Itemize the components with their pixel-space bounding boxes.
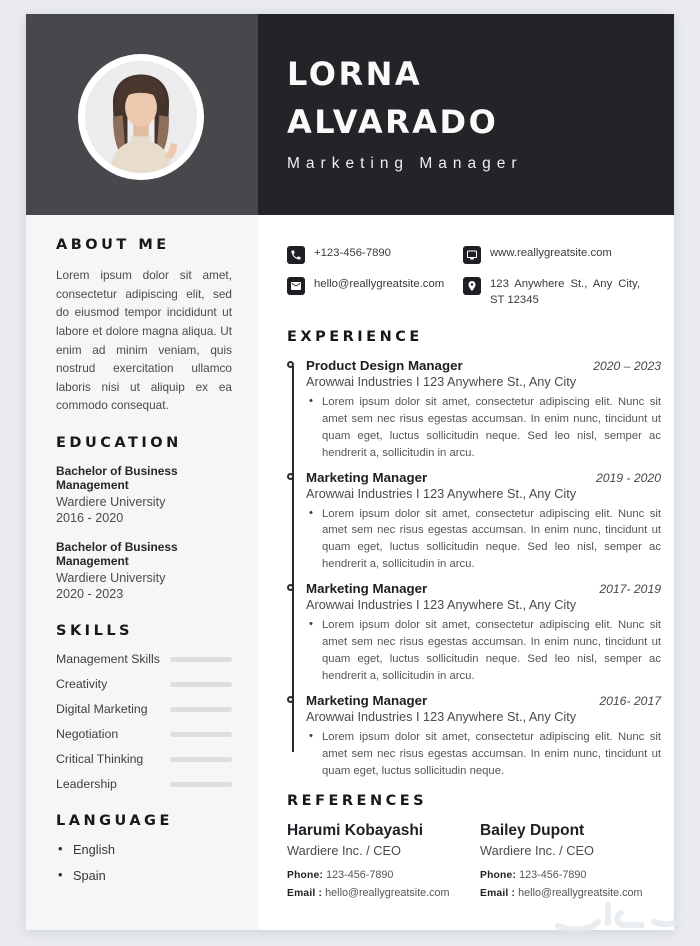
skill-row bbox=[56, 777, 232, 791]
skill-bar bbox=[170, 657, 232, 662]
experience-bullet: • Lorem ipsum dolor sit amet, consectetur adipiscing elit. Nunc sit amet sem nec risus egestas accumsan. In enim nunc, tincidunt ut quam eget, luctus sollicitudin neque. Sed leo nisl, semper ac hendrerit a, sollicitudin in arcu. bbox=[306, 506, 661, 574]
contact-email bbox=[287, 276, 463, 309]
person-name bbox=[287, 50, 654, 146]
profile-photo-illustration bbox=[83, 59, 199, 175]
skill-row bbox=[56, 677, 232, 691]
skill-row bbox=[56, 702, 232, 716]
contact-address bbox=[463, 276, 661, 309]
experience-dates: 2017- 2019 bbox=[599, 582, 661, 597]
skill-label: Critical Thinking bbox=[56, 752, 144, 766]
education-item bbox=[56, 540, 232, 601]
experience-bullet: • Lorem ipsum dolor sit amet, consectetur adipiscing elit. Nunc sit amet sem nec risus egestas accumsan. In enim nunc, tincidunt ut quam eget, luctus sollicitudin neque. bbox=[306, 729, 661, 780]
timeline-dot-icon bbox=[287, 361, 294, 368]
experience-entry bbox=[306, 693, 661, 780]
references-grid bbox=[287, 822, 661, 905]
experience-title: Marketing Manager bbox=[306, 581, 428, 597]
about-heading: ABOUT ME bbox=[56, 237, 170, 253]
education-school: Wardiere University bbox=[56, 571, 166, 585]
contact-website-text: www.reallygreatsite.com bbox=[490, 247, 612, 259]
experience-bullets bbox=[306, 394, 661, 462]
experience-timeline bbox=[287, 358, 661, 780]
header bbox=[26, 14, 674, 215]
education-degree: Bachelor of Business Management bbox=[56, 540, 178, 568]
reference-phone-label: Phone: bbox=[287, 869, 324, 881]
skill-row bbox=[56, 752, 232, 766]
skill-label: Leadership bbox=[56, 777, 117, 791]
contact-address-text: 123 Anywhere St., Any City, ST 12345 bbox=[490, 278, 640, 307]
reference-phone-value: 123-456-7890 bbox=[519, 868, 587, 881]
profile-photo bbox=[78, 54, 204, 180]
site-logo-watermark-icon bbox=[538, 895, 698, 946]
left-column bbox=[26, 215, 258, 930]
skill-bar bbox=[170, 682, 232, 687]
experience-bullet: • Lorem ipsum dolor sit amet, consectetur adipiscing elit. Nunc sit amet sem nec risus egestas accumsan. In enim nunc, tincidunt ut quam eget, luctus sollicitudin neque. Sed leo nisl, semper ac hendrerit a, sollicitudin in arcu. bbox=[306, 617, 661, 685]
reference-phone bbox=[287, 869, 468, 881]
contact-website bbox=[463, 245, 661, 264]
experience-dates: 2020 – 2023 bbox=[593, 358, 661, 373]
education-school: Wardiere University bbox=[56, 495, 166, 509]
envelope-icon bbox=[287, 277, 305, 295]
experience-dates: 2016- 2017 bbox=[599, 694, 661, 708]
timeline-dot-icon bbox=[287, 473, 294, 480]
about-section bbox=[56, 237, 232, 415]
reference-phone-value: 123-456-7890 bbox=[326, 868, 394, 881]
contact-phone-text: +123-456-7890 bbox=[314, 247, 391, 259]
resume-page bbox=[26, 14, 674, 930]
education-heading: EDUCATION bbox=[56, 435, 182, 451]
experience-title: Marketing Manager bbox=[306, 469, 428, 485]
reference-email bbox=[287, 887, 468, 899]
skill-bar bbox=[170, 782, 232, 787]
experience-section bbox=[287, 329, 661, 780]
skill-bar bbox=[170, 732, 232, 737]
reference-name: Harumi Kobayashi bbox=[287, 821, 424, 839]
job-title: Marketing Manager bbox=[287, 155, 523, 172]
about-text: Lorem ipsum dolor sit amet, consectetur adipiscing elit, sed do eiusmod tempor incididunt ut labore et dolore magna aliqua. Ut enim ad minim veniam, quis nostrud exercitation ullamco laboris nisi ut aliquip ex ea commodo consequat. bbox=[56, 268, 232, 413]
skill-label: Creativity bbox=[56, 677, 108, 691]
experience-company: Arowwai Industries I 123 Anywhere St., Any City bbox=[306, 598, 577, 613]
education-years: 2016 - 2020 bbox=[56, 511, 124, 525]
skills-section bbox=[56, 623, 232, 791]
timeline-dot-icon bbox=[287, 584, 294, 591]
reference-card bbox=[480, 822, 661, 905]
person-first-name: LORNA bbox=[287, 55, 423, 93]
language-heading: LANGUAGE bbox=[56, 813, 173, 829]
experience-title: Marketing Manager bbox=[306, 693, 428, 708]
contact-phone bbox=[287, 245, 463, 264]
experience-entry bbox=[306, 358, 661, 462]
contact-info bbox=[287, 245, 661, 309]
experience-company: Arowwai Industries I 123 Anywhere St., Any City bbox=[306, 374, 577, 389]
reference-card bbox=[287, 822, 468, 905]
experience-bullet: • Lorem ipsum dolor sit amet, consectetur adipiscing elit. Nunc sit amet sem nec risus egestas accumsan. In enim nunc, tincidunt ut quam eget, luctus sollicitudin neque. Sed leo nisl, semper ac hendrerit a, sollicitudin in arcu. bbox=[306, 394, 661, 462]
skill-bar bbox=[170, 707, 232, 712]
header-name-panel bbox=[258, 14, 674, 215]
location-pin-icon bbox=[463, 277, 481, 295]
person-last-name: ALVARADO bbox=[287, 103, 499, 141]
timeline-dot-icon bbox=[287, 696, 294, 703]
experience-entry bbox=[306, 581, 661, 685]
skill-row bbox=[56, 727, 232, 741]
education-years: 2020 - 2023 bbox=[56, 587, 124, 601]
skill-label: Management Skills bbox=[56, 652, 160, 666]
experience-bullets bbox=[306, 729, 661, 780]
body bbox=[26, 215, 674, 930]
skills-heading: SKILLS bbox=[56, 623, 133, 639]
contact-email-text: hello@reallygreatsite.com bbox=[314, 278, 445, 290]
reference-email-label: Email : bbox=[480, 887, 516, 899]
language-list bbox=[56, 842, 232, 883]
skill-label: Digital Marketing bbox=[56, 702, 148, 716]
experience-heading: EXPERIENCE bbox=[287, 328, 423, 345]
language-item: • Spain bbox=[56, 868, 232, 883]
education-degree: Bachelor of Business Management bbox=[56, 464, 178, 492]
reference-role: Wardiere Inc. / CEO bbox=[480, 842, 595, 858]
skill-bar bbox=[170, 757, 232, 762]
reference-email-label: Email : bbox=[287, 887, 323, 899]
language-item: • English bbox=[56, 842, 232, 857]
skill-row bbox=[56, 652, 232, 666]
experience-bullets bbox=[306, 506, 661, 574]
references-section bbox=[287, 793, 661, 905]
experience-entry bbox=[306, 470, 661, 574]
experience-bullets bbox=[306, 617, 661, 685]
experience-company: Arowwai Industries I 123 Anywhere St., Any City bbox=[306, 486, 577, 501]
reference-name: Bailey Dupont bbox=[480, 821, 585, 839]
reference-email-value: hello@reallygreatsite.com bbox=[518, 886, 643, 899]
experience-dates: 2019 - 2020 bbox=[595, 470, 661, 485]
reference-phone bbox=[480, 869, 661, 881]
monitor-icon bbox=[463, 246, 481, 264]
header-photo-panel bbox=[26, 14, 258, 215]
skill-label: Negotiation bbox=[56, 727, 119, 741]
reference-role: Wardiere Inc. / CEO bbox=[287, 842, 402, 858]
education-section bbox=[56, 435, 232, 601]
experience-title: Product Design Manager bbox=[306, 357, 463, 373]
language-section bbox=[56, 813, 232, 883]
reference-email-value: hello@reallygreatsite.com bbox=[325, 886, 450, 899]
reference-phone-label: Phone: bbox=[480, 869, 517, 881]
education-item bbox=[56, 464, 232, 525]
experience-company: Arowwai Industries I 123 Anywhere St., Any City bbox=[306, 710, 577, 724]
references-heading: REFERENCES bbox=[287, 792, 428, 809]
phone-icon bbox=[287, 246, 305, 264]
right-column bbox=[258, 215, 674, 930]
